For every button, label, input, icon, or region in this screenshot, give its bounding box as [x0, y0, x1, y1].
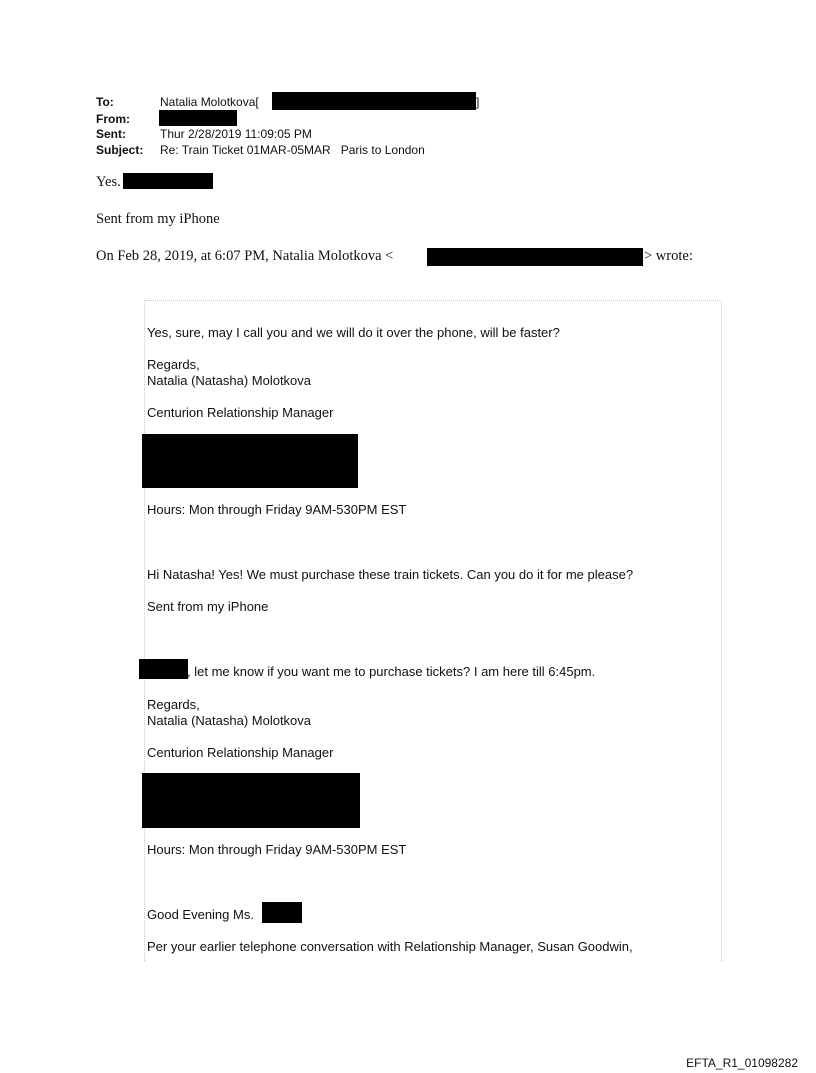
quoted-msg-1: Yes, sure, may I call you and we will do it over the phone, will be faster? [147, 325, 560, 340]
redaction-contact-block-2 [142, 773, 360, 828]
to-label: To: [96, 95, 114, 109]
sent-label: Sent: [96, 127, 126, 141]
subject-value: Re: Train Ticket 01MAR-05MAR Paris to London [160, 143, 425, 157]
quoted-greeting: Good Evening Ms. [147, 907, 254, 922]
quoted-title-2: Centurion Relationship Manager [147, 745, 334, 760]
redaction-recipient-name [139, 659, 188, 679]
redaction-contact-block-1 [142, 434, 358, 488]
document-id: EFTA_R1_01098282 [686, 1056, 798, 1070]
quoted-msg-3: , let me know if you want me to purchase tickets? I am here till 6:45pm. [187, 664, 596, 679]
redaction-to-email [272, 92, 476, 110]
from-label: From: [96, 112, 130, 126]
reply-yes: Yes. [96, 174, 121, 190]
redaction-reply-name [123, 173, 213, 189]
to-value: Natalia Molotkova[ [160, 95, 259, 109]
sent-value: Thur 2/28/2019 11:09:05 PM [160, 127, 312, 141]
wrote-suffix: > wrote: [644, 248, 693, 264]
quoted-hours-2: Hours: Mon through Friday 9AM-530PM EST [147, 842, 407, 857]
quoted-sent-2: Sent from my iPhone [147, 599, 269, 614]
to-close-bracket: ] [476, 95, 480, 109]
quoted-title-1: Centurion Relationship Manager [147, 405, 334, 420]
quoted-regards-2: Regards, [147, 697, 200, 712]
reply-signature: Sent from my iPhone [96, 211, 220, 227]
quoted-msg-4: Per your earlier telephone conversation with Relationship Manager, Susan Goodwin, [147, 939, 633, 954]
redaction-wrote-email [427, 248, 643, 266]
quoted-msg-2: Hi Natasha! Yes! We must purchase these train tickets. Can you do it for me please? [147, 567, 634, 582]
quoted-regards-1: Regards, [147, 357, 200, 372]
redaction-from [159, 110, 237, 126]
quoted-thread-box [144, 300, 722, 961]
quoted-name-2: Natalia (Natasha) Molotkova [147, 713, 312, 728]
quoted-hours-1: Hours: Mon through Friday 9AM-530PM EST [147, 502, 407, 517]
wrote-prefix: On Feb 28, 2019, at 6:07 PM, Natalia Molotkova < [96, 248, 394, 264]
redaction-greeting-name [262, 902, 302, 923]
subject-label: Subject: [96, 143, 144, 157]
quoted-name-1: Natalia (Natasha) Molotkova [147, 373, 312, 388]
